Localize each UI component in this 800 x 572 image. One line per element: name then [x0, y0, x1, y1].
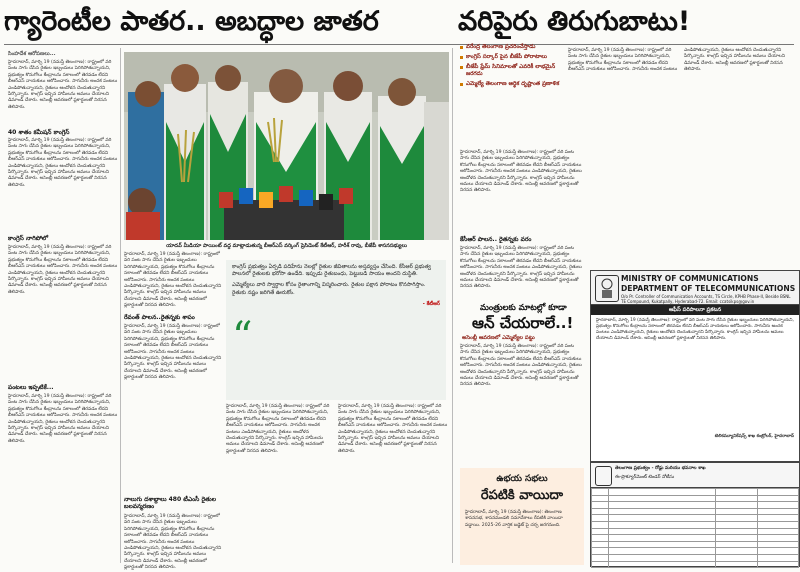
quote-author: - కేటీఆర్: [422, 300, 440, 307]
press-photo: [124, 52, 449, 240]
left-col-text-1: హైదరాబాద్, మార్చి 19 (నమస్తే తెలంగాణ): రాష్ట్రంలో వరి పంట సాగు చేసిన రైతుల ఇబ్బందులు పెరిగిపోతున్నాయని, ప్రభుత్వం కొనుగోలు కేంద్రాలను సకాలంలో తెరవడం లేదని బీఆర్ఎస్ నాయకులు ఆరోపించారు. సాగునీరు అందక పంటలు ఎండిపోతున్నాయని, రైతులు ఆందోళన చెందుతున్నారని పేర్కొన్నారు. కాంగ్రెస్ ఇచ్చిన హామీలను అమలు చేయాలని డిమాండ్ చేశారు. అసెంబ్లీ ఆవరణలో ప్లకార్డులతో నిరసన తెలిపారు.: [8, 60, 118, 110]
left-col-text-4: హైదరాబాద్, మార్చి 19 (నమస్తే తెలంగాణ): రాష్ట్రంలో వరి పంట సాగు చేసిన రైతుల ఇబ్బందులు పెరిగిపోతున్నాయని, ప్రభుత్వం కొనుగోలు కేంద్రాలను సకాలంలో తెరవడం లేదని బీఆర్ఎస్ నాయకులు ఆరోపించారు. సాగునీరు అందక పంటలు ఎండిపోతున్నాయని, రైతులు ఆందోళన చెందుతున్నారని పేర్కొన్నారు. కాంగ్రెస్ ఇచ్చిన హామీలను అమలు చేయాలని డిమాండ్ చేశారు. అసెంబ్లీ ఆవరణలో ప్లకార్డులతో నిరసన తెలిపారు.: [8, 394, 118, 444]
govt-advertisement: [590, 270, 800, 462]
mid-sub-2: నాలుగు దశాబ్దాలు 480 టీఎంసీ రైతుల బలవన్మరణం: [124, 496, 217, 510]
ad2-title: తెలంగాణ ప్రభుత్వం - రోడ్లు మరియు భవనాల శాఖ: [615, 466, 706, 471]
bottom-text: హైదరాబాద్, మార్చి 19 (నమస్తే తెలంగాణ): తెలంగాణ శాసనసభ, శాసనమండలి సమావేశాలు రేపటికి వాయిదా పడ్డాయి. 2025-26 వార్షిక బడ్జెట్ పై చర్చ జరగనుంది.: [465, 510, 563, 528]
headline-right: వరిపైరు తిరుగుబాటు!: [458, 6, 691, 37]
quote-2: ఎమ్మెల్యేలు వారి స్వార్థాల కోసం రైతాంగాన్ని విస్మరించారు. రైతుల పక్షాన పోరాటం కొనసాగిస్తాం. రైతుకు నష్టం జరిగితే ఊరుకోం.: [232, 282, 426, 296]
photo-caption: యాదవ్ మీడియా పాయింట్ వద్ద మాట్లాడుతున్న బీఆర్ఎస్ వర్కింగ్ ప్రెసిడెంట్ కేటీఆర్, హరీశ్ రావు, బీజేపీ శాసనసభ్యులు: [166, 243, 407, 249]
emblem-icon: [595, 466, 612, 486]
ad-title: ఆఫీస్ పరిపాలనా ప్రకటన: [591, 305, 799, 315]
tender-advertisement: [590, 462, 800, 567]
headline-left: గ్యారెంటీల పాతర.. అబద్ధాల జాతర: [4, 6, 379, 37]
bullet-3: బీజేపీ ఫ్రేమ్ సినిమాలతో ఎవరికీ లాభమైన్ జరగదు: [460, 64, 560, 78]
headline-rule: [4, 44, 794, 45]
right-kicker-2: అసెంబ్లీ ఆవరణలో ఎమ్మెల్యేల పట్టు: [462, 335, 535, 341]
right-col-text-2: హైదరాబాద్, మార్చి 19 (నమస్తే తెలంగాణ): రాష్ట్రంలో వరి పంట సాగు చేసిన రైతుల ఇబ్బందులు పెరిగిపోతున్నాయని, ప్రభుత్వం కొనుగోలు కేంద్రాలను సకాలంలో తెరవడం లేదని బీఆర్ఎస్ నాయకులు ఆరోపించారు. సాగునీరు అందక పంటలు ఎండిపోతున్నాయని, రైతులు ఆందోళన చెందుతున్నారని పేర్కొన్నారు. కాంగ్రెస్ ఇచ్చిన హామీలను అమలు చేయాలని డిమాండ్ చేశారు. అసెంబ్లీ ఆవరణలో ప్లకార్డులతో నిరసన తెలిపారు.: [460, 246, 582, 290]
ad-footer: టెలికమ్యూనికేషన్స్ శాఖ కంట్రోలర్, హైదరాబాద్: [714, 434, 794, 439]
left-sub-3: పంటలు ఇప్పటికే...: [8, 384, 54, 391]
mid3-col-text-1: హైదరాబాద్, మార్చి 19 (నమస్తే తెలంగాణ): రాష్ట్రంలో వరి పంట సాగు చేసిన రైతుల ఇబ్బందులు పెరిగిపోతున్నాయని, ప్రభుత్వం కొనుగోలు కేంద్రాలను సకాలంలో తెరవడం లేదని బీఆర్ఎస్ నాయకులు ఆరోపించారు. సాగునీరు అందక పంటలు ఎండిపోతున్నాయని, రైతులు ఆందోళన చెందుతున్నారని పేర్కొన్నారు. కాంగ్రెస్ ఇచ్చిన హామీలను అమలు చేయాలని డిమాండ్ చేశారు. అసెంబ్లీ ఆవరణలో ప్లకార్డులతో నిరసన తెలిపారు.: [338, 404, 448, 454]
right-col-text-1: హైదరాబాద్, మార్చి 19 (నమస్తే తెలంగాణ): రాష్ట్రంలో వరి పంట సాగు చేసిన రైతుల ఇబ్బందులు పెరిగిపోతున్నాయని, ప్రభుత్వం కొనుగోలు కేంద్రాలను సకాలంలో తెరవడం లేదని బీఆర్ఎస్ నాయకులు ఆరోపించారు. సాగునీరు అందక పంటలు ఎండిపోతున్నాయని, రైతులు ఆందోళన చెందుతున్నారని పేర్కొన్నారు. కాంగ్రెస్ ఇచ్చిన హామీలను అమలు చేయాలని డిమాండ్ చేశారు. అసెంబ్లీ ఆవరణలో ప్లకార్డులతో నిరసన తెలిపారు.: [460, 150, 582, 194]
left-sub-2: కాంగ్రెస్ నాగిపోలో: [8, 235, 48, 242]
mid2-col-text-1: హైదరాబాద్, మార్చి 19 (నమస్తే తెలంగాణ): రాష్ట్రంలో వరి పంట సాగు చేసిన రైతుల ఇబ్బందులు పెరిగిపోతున్నాయని, ప్రభుత్వం కొనుగోలు కేంద్రాలను సకాలంలో తెరవడం లేదని బీఆర్ఎస్ నాయకులు ఆరోపించారు. సాగునీరు అందక పంటలు ఎండిపోతున్నాయని, రైతులు ఆందోళన చెందుతున్నారని పేర్కొన్నారు. కాంగ్రెస్ ఇచ్చిన హామీలను అమలు చేయాలని డిమాండ్ చేశారు. అసెంబ్లీ ఆవరణలో ప్లకార్డులతో నిరసన తెలిపారు.: [226, 404, 330, 454]
headline-2b: ఆన్ చేయరాలే..!: [472, 314, 574, 332]
left-kicker: సింహదేశ ఆరోపణలు...: [8, 51, 56, 57]
mid-col-text-2: హైదరాబాద్, మార్చి 19 (నమస్తే తెలంగాణ): రాష్ట్రంలో వరి పంట సాగు చేసిన రైతుల ఇబ్బందులు పెరిగిపోతున్నాయని, ప్రభుత్వం కొనుగోలు కేంద్రాలను సకాలంలో తెరవడం లేదని బీఆర్ఎస్ నాయకులు ఆరోపించారు. సాగునీరు అందక పంటలు ఎండిపోతున్నాయని, రైతులు ఆందోళన చెందుతున్నారని పేర్కొన్నారు. కాంగ్రెస్ ఇచ్చిన హామీలను అమలు చేయాలని డిమాండ్ చేశారు. అసెంబ్లీ ఆవరణలో ప్లకార్డులతో నిరసన తెలిపారు.: [124, 324, 222, 381]
quote-1: కాంగ్రెస్ ప్రభుత్వం ఏర్పడి పదిహేను నెలల్లో రైతుల జీవితాలను అస్తవ్యస్తం చేసింది. కేసీఆర్ ప్రభుత్వ పాలనలో రైతులకు భరోసా ఉండేది. ఇప్పుడు రైతుబంధు, పెట్టుబడి సాయం అందని దుస్థితి.: [232, 264, 432, 278]
right-col-text-4: హైదరాబాద్, మార్చి 19 (నమస్తే తెలంగాణ): రాష్ట్రంలో వరి పంట సాగు చేసిన రైతుల ఇబ్బందులు పెరిగిపోతున్నాయని, ప్రభుత్వం కొనుగోలు కేంద్రాలను సకాలంలో తెరవడం లేదని బీఆర్ఎస్ నాయకులు ఆరోపించారు. సాగునీరు అందక పంటలు ఎండిపోతున్నాయని, రైతులు ఆందోళన చెందుతున్నారని పేర్కొన్నారు. కాంగ్రెస్ ఇచ్చిన హామీలను అమలు చేయాలని డిమాండ్ చేశారు. అసెంబ్లీ ఆవరణలో ప్లకార్డులతో నిరసన తెలిపారు.: [460, 344, 582, 388]
ad-ministry: MINISTRY OF COMMUNICATIONS: [621, 274, 759, 283]
ad2-header: [591, 463, 799, 488]
bottom-headline-2: రేపటికి వాయిదా: [480, 488, 564, 503]
emblem-icon: [595, 275, 619, 302]
column-rule: [120, 48, 121, 563]
right-sub-1: కేసీఆర్ పాలన.. రైతన్నకు వరం: [460, 236, 532, 243]
tender-table: [591, 488, 799, 568]
bottom-story: [460, 468, 584, 565]
press-photo-illustration: [124, 52, 449, 240]
bullet-2: కాంగ్రెస్ సర్కార్ పైన బీజేపీ పోరాటాలు: [460, 54, 560, 61]
highlight-bullets: [460, 44, 560, 91]
quote-box: [226, 260, 446, 400]
ad2-subtitle: ఈ-ప్రొక్యూర్‌మెంట్ టెండర్ నోటీసు: [615, 475, 675, 480]
right-col-text-3: హైదరాబాద్, మార్చి 19 (నమస్తే తెలంగాణ): రాష్ట్రంలో వరి పంట సాగు చేసిన రైతుల ఇబ్బందులు పెరిగిపోతున్నాయని, ప్రభుత్వం కొనుగోలు కేంద్రాలను సకాలంలో తెరవడం లేదని బీఆర్ఎస్ నాయకులు ఆరోపించారు. సాగునీరు అందక పంటలు ఎండిపోతున్నాయని, రైతులు ఆందోళన చెందుతున్నారని పేర్కొన్నారు. కాంగ్రెస్ ఇచ్చిన హామీలను అమలు చేయాలని డిమాండ్ చేశారు. అసెంబ్లీ ఆవరణలో ప్లకార్డులతో నిరసన తెలిపారు.: [568, 48, 785, 73]
quote-mark-icon: “: [232, 314, 253, 360]
mid-sub-1: రేవంత్ పాలన..రైతన్నకు శాపం: [124, 314, 195, 321]
mid-col-text-3: హైదరాబాద్, మార్చి 19 (నమస్తే తెలంగాణ): రాష్ట్రంలో వరి పంట సాగు చేసిన రైతుల ఇబ్బందులు పెరిగిపోతున్నాయని, ప్రభుత్వం కొనుగోలు కేంద్రాలను సకాలంలో తెరవడం లేదని బీఆర్ఎస్ నాయకులు ఆరోపించారు. సాగునీరు అందక పంటలు ఎండిపోతున్నాయని, రైతులు ఆందోళన చెందుతున్నారని పేర్కొన్నారు. కాంగ్రెస్ ఇచ్చిన హామీలను అమలు చేయాలని డిమాండ్ చేశారు. అసెంబ్లీ ఆవరణలో ప్లకార్డులతో నిరసన తెలిపారు.: [124, 514, 222, 571]
mid-col-text-1: హైదరాబాద్, మార్చి 19 (నమస్తే తెలంగాణ): రాష్ట్రంలో వరి పంట సాగు చేసిన రైతుల ఇబ్బందులు పెరిగిపోతున్నాయని, ప్రభుత్వం కొనుగోలు కేంద్రాలను సకాలంలో తెరవడం లేదని బీఆర్ఎస్ నాయకులు ఆరోపించారు. సాగునీరు అందక పంటలు ఎండిపోతున్నాయని, రైతులు ఆందోళన చెందుతున్నారని పేర్కొన్నారు. కాంగ్రెస్ ఇచ్చిన హామీలను అమలు చేయాలని డిమాండ్ చేశారు. అసెంబ్లీ ఆవరణలో ప్లకార్డులతో నిరసన తెలిపారు.: [124, 252, 222, 309]
ad-body: హైదరాబాద్, మార్చి 19 (నమస్తే తెలంగాణ): రాష్ట్రంలో వరి పంట సాగు చేసిన రైతుల ఇబ్బందులు పెరిగిపోతున్నాయని, ప్రభుత్వం కొనుగోలు కేంద్రాలను సకాలంలో తెరవడం లేదని బీఆర్ఎస్ నాయకులు ఆరోపించారు. సాగునీరు అందక పంటలు ఎండిపోతున్నాయని, రైతులు ఆందోళన చెందుతున్నారని పేర్కొన్నారు. కాంగ్రెస్ ఇచ్చిన హామీలను అమలు చేయాలని డిమాండ్ చేశారు. అసెంబ్లీ ఆవరణలో ప్లకార్డులతో నిరసన తెలిపారు.: [596, 318, 794, 341]
ad-header: [591, 271, 799, 305]
ad-department: DEPARTMENT OF TELECOMMUNICATIONS: [621, 284, 796, 293]
headline-2a: మంత్రులకు మాటల్లో కూడా: [480, 302, 567, 312]
left-col-text-2: హైదరాబాద్, మార్చి 19 (నమస్తే తెలంగాణ): రాష్ట్రంలో వరి పంట సాగు చేసిన రైతుల ఇబ్బందులు పెరిగిపోతున్నాయని, ప్రభుత్వం కొనుగోలు కేంద్రాలను సకాలంలో తెరవడం లేదని బీఆర్ఎస్ నాయకులు ఆరోపించారు. సాగునీరు అందక పంటలు ఎండిపోతున్నాయని, రైతులు ఆందోళన చెందుతున్నారని పేర్కొన్నారు. కాంగ్రెస్ ఇచ్చిన హామీలను అమలు చేయాలని డిమాండ్ చేశారు. అసెంబ్లీ ఆవరణలో ప్లకార్డులతో నిరసన తెలిపారు.: [8, 138, 118, 188]
bullet-1: వరేంద్ర తెలంగాణ ప్రచరించేస్తాడు: [460, 44, 560, 51]
bullet-4: ఎమ్మెల్యే తెలంగాణ ఆర్థిక దృష్టాంత ప్రణాళిక: [460, 81, 560, 88]
left-sub-1: 40 శాతం కమీషన్ కాంగ్రెస్: [8, 129, 70, 136]
ad-address: O/o Pr. Controller of Communication Accounts, TS Circle, KPHB Phase-II, Beside BSNL TE Compound, Kukatpally, Hyderabad-72. Email: ccatsikps@gov.in: [621, 294, 791, 304]
left-col-text-3: హైదరాబాద్, మార్చి 19 (నమస్తే తెలంగాణ): రాష్ట్రంలో వరి పంట సాగు చేసిన రైతుల ఇబ్బందులు పెరిగిపోతున్నాయని, ప్రభుత్వం కొనుగోలు కేంద్రాలను సకాలంలో తెరవడం లేదని బీఆర్ఎస్ నాయకులు ఆరోపించారు. సాగునీరు అందక పంటలు ఎండిపోతున్నాయని, రైతులు ఆందోళన చెందుతున్నారని పేర్కొన్నారు. కాంగ్రెస్ ఇచ్చిన హామీలను అమలు చేయాలని డిమాండ్ చేశారు. అసెంబ్లీ ఆవరణలో ప్లకార్డులతో నిరసన తెలిపారు.: [8, 245, 118, 295]
bottom-headline-1: ఉభయ సభలు: [496, 474, 548, 484]
column-rule: [452, 48, 453, 563]
